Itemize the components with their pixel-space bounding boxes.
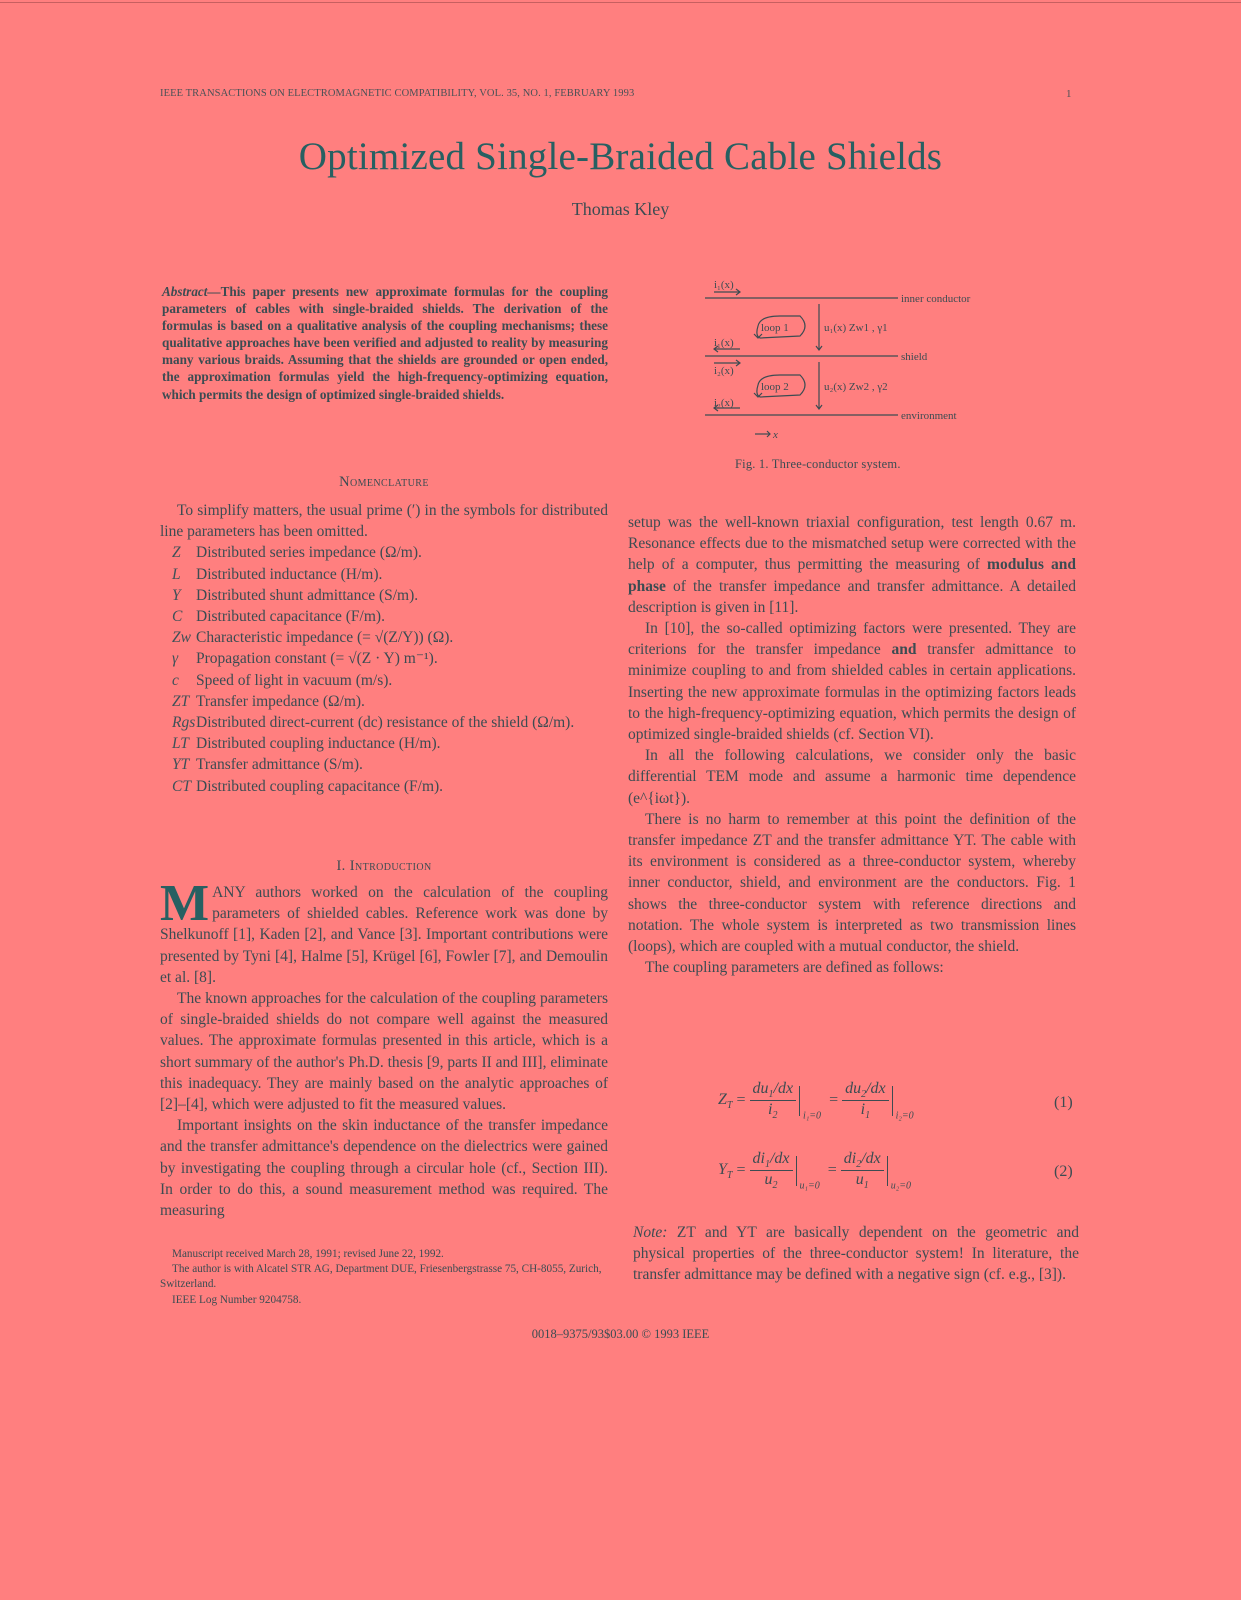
nomenclature-heading: Nomenclature: [339, 474, 429, 490]
label-loop2: loop 2: [761, 381, 789, 393]
footnote-received: Manuscript received March 28, 1991; revised June 22, 1992.: [172, 1248, 444, 1260]
three-conductor-figure: [700, 276, 1000, 446]
nomenclature-list: [160, 542, 608, 796]
right-paragraph-1: setup was the well-known triaxial configuration, test length 0.67 m. Resonance effects due to the mismatched setup were corrected with the help of a computer, thus permitting the measuring of modulus and phase of the transfer impedance and transfer admittance. A detailed description is given in [11].: [628, 514, 1077, 616]
dropcap: M: [160, 875, 210, 932]
running-head: IEEE TRANSACTIONS ON ELECTROMAGNETIC COMPATIBILITY, VOL. 35, NO. 1, FEBRUARY 1993: [160, 88, 635, 99]
right-paragraph-2: In [10], the so-called optimizing factors were presented. They are criterions for the transfer impedance and transfer admittance to minimize coupling to and from shielded cables in certain applications. Inserting the new approximate formulas in the optimizing factors leads to the high-frequency-optimizing equation, which permits the design of optimized single-braided shields (cf. Section VI).: [628, 620, 1077, 744]
label-x: x: [773, 429, 778, 441]
nomenclature-item: ZT Transfer impedance (Ω/m).: [160, 691, 608, 712]
nomenclature-item: c Speed of light in vacuum (m/s).: [160, 670, 608, 691]
intro-paragraph-3: Important insights on the skin inductance of the transfer impedance and the transfer admittance's dependence on the dielectrics were gained by investigating the coupling through a circular hole (cf., Section III). In order to do this, a sound measurement method was required. The measuring: [160, 1117, 608, 1220]
label-shield: shield: [901, 351, 928, 363]
introduction-heading: I. Introduction: [336, 858, 432, 874]
label-i1b: i₁(x): [714, 337, 734, 349]
nomenclature-item: C Distributed capacitance (F/m).: [160, 606, 608, 627]
nomenclature-item: YT Transfer admittance (S/m).: [160, 754, 608, 775]
nomenclature-item: Zw Characteristic impedance (= √(Z/Y)) (Ω).: [160, 627, 608, 648]
nom-symbol: Y: [172, 586, 181, 604]
intro-paragraph-1: MANY authors worked on the calculation of the coupling parameters of shielded cables. Reference work was done by Shelkunoff [1], Kaden [2], and Vance [3]. Important contributions were presented by Tyni [4], Halme [5], Krügel [6], Fowler [7], and Demoulin et al. [8].: [160, 875, 608, 986]
nom-symbol: C: [172, 608, 183, 626]
intro-paragraph-2: The known approaches for the calculation of the coupling parameters of single-braided shields do not compare well against the measured values. The approximate formulas presented in this article, which is a short summary of the author's Ph.D. thesis [9, parts II and III], eliminate this inadequacy. They are mainly based on the analytic approaches of [2]–[4], which were adjusted to fit the measured values.: [160, 990, 608, 1114]
note-label: Note:: [633, 1224, 668, 1241]
label-u2: u₂(x) Zw2 , γ2: [824, 381, 888, 393]
note-paragraph: Note: ZT and YT are basically dependent on the geometric and physical properties of the three-conductor system! In literature, the transfer admittance may be defined with a negative sign (cf. e.g., [3]).: [633, 1224, 1079, 1284]
nomenclature-item: RgsDistributed direct-current (dc) resistance of the shield (Ω/m).: [160, 712, 608, 733]
right-paragraph-3: In all the following calculations, we consider only the basic differential TEM mode and assume a harmonic time dependence (e^{iωt}).: [628, 747, 1076, 807]
abstract-text: This paper presents new approximate formulas for the coupling parameters of cables with single-braided shields. The derivation of the formulas is based on a qualitative analysis of the coupling mechanisms; these qualitative approaches have been verified and adjusted to reality by measuring many various braids. Assuming that the shields are grounded or open ended, the approximation formulas yield the high-frequency-optimizing equation, which permits the design of optimized single-braided shields.: [162, 284, 608, 402]
nomenclature-intro: To simplify matters, the usual prime (′) in the symbols for distributed line parameters has been omitted.: [160, 502, 608, 541]
right-column-body: [628, 512, 1076, 978]
nom-symbol: Zw: [172, 629, 191, 647]
footnote: [160, 1247, 608, 1308]
label-inner: inner conductor: [901, 293, 971, 305]
nomenclature-block: [160, 500, 608, 797]
nom-symbol: c: [172, 671, 179, 689]
footnote-affiliation: The author is with Alcatel STR AG, Department DUE, Friesenbergstrasse 75, CH-8055, Zurich, Switzerland.: [160, 1263, 602, 1291]
nomenclature-item: L Distributed inductance (H/m).: [160, 564, 608, 585]
introduction-body: [160, 875, 608, 1221]
nom-symbol: Z: [172, 544, 181, 562]
nom-symbol: LT: [172, 735, 189, 753]
abstract-label: Abstract—: [162, 284, 221, 299]
label-i1: i₁(x): [714, 279, 734, 291]
nom-symbol: CT: [172, 777, 191, 795]
nom-symbol: YT: [172, 756, 190, 774]
nomenclature-item: Y Distributed shunt admittance (S/m).: [160, 585, 608, 606]
label-i2: i₂(x): [714, 365, 734, 377]
top-rule: [0, 2, 1241, 3]
label-u1: u₁(x) Zw1 , γ1: [824, 322, 888, 334]
right-paragraph-4: There is no harm to remember at this point the definition of the transfer impedance ZT and the transfer admittance YT. The cable with its environment is considered as a three-conductor system, whereby inner conductor, shield, and environment are the conductors. Fig. 1 shows the three-conductor system with reference directions and notation. The whole system is interpreted as two transmission lines (loops), which are coupled with a mutual conductor, the shield.: [628, 810, 1076, 956]
paper-author: Thomas Kley: [571, 199, 670, 219]
nom-symbol: L: [172, 565, 181, 583]
label-loop1: loop 1: [761, 322, 789, 334]
nomenclature-item: CT Distributed coupling capacitance (F/m).: [160, 776, 608, 797]
nomenclature-item: γ Propagation constant (= √(Z · Y) m⁻¹).: [160, 648, 608, 669]
equation-2: $Y_T$ = $\frac{di_1/dx}{u_2}$ $_{u_1=0}$ = $\frac{di_2/dx}{u_1}$ $_{u_2=0}$: [718, 1150, 911, 1192]
equation-1-number: (1): [1054, 1094, 1073, 1111]
nomenclature-item: LT Distributed coupling inductance (H/m).: [160, 733, 608, 754]
equation-1: $Z_T$ = $\frac{du_1/dx}{i_2}$ $_{i_1=0}$ = $\frac{du_2/dx}{i_1}$ $_{i_2=0}$: [718, 1080, 914, 1122]
copyright-line: 0018–9375/93$03.00 © 1993 IEEE: [531, 1327, 710, 1341]
footnote-log: IEEE Log Number 9204758.: [172, 1293, 302, 1306]
nomenclature-item: Z Distributed series impedance (Ω/m).: [160, 542, 608, 563]
paper-title: Optimized Single-Braided Cable Shields: [298, 135, 943, 178]
figure-caption: Fig. 1. Three-conductor system.: [735, 457, 901, 471]
equation-2-number: (2): [1054, 1163, 1073, 1180]
nom-symbol: Rgs: [172, 714, 196, 732]
page-number: 1: [1066, 88, 1072, 100]
abstract: [162, 283, 608, 403]
label-environment: environment: [901, 410, 957, 422]
label-i2b: i₂(x): [714, 397, 734, 409]
right-paragraph-5: The coupling parameters are defined as follows:: [645, 959, 944, 977]
nom-symbol: ZT: [172, 692, 190, 710]
nom-symbol: γ: [172, 650, 179, 668]
